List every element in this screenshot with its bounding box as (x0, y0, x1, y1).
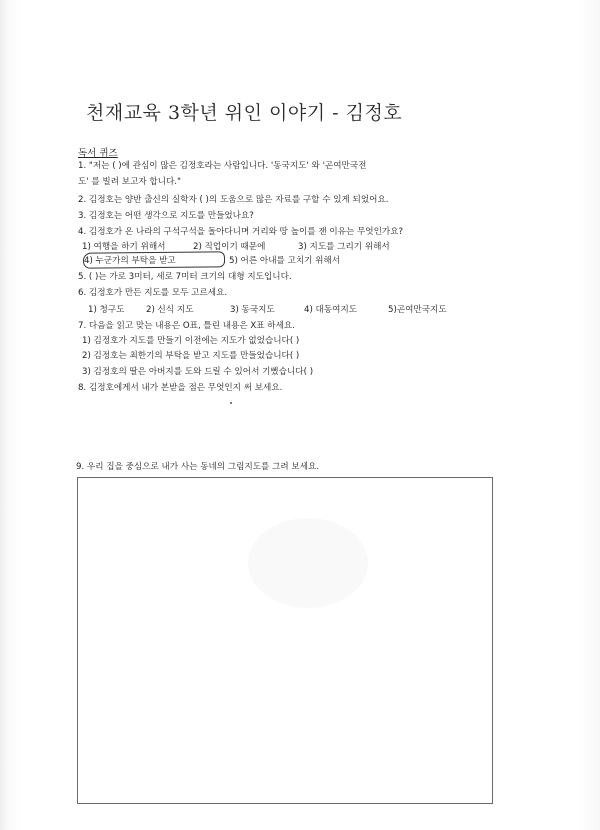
q7-item-1: 1) 김정호가 지도를 만들기 이전에는 지도가 없었습니다( ) (82, 336, 300, 346)
question-5: 5. ( )는 가로 3미터, 세로 7미터 크기의 대형 지도입니다. (78, 272, 292, 282)
question-8: 8. 김정호에게서 내가 본받을 점은 무엇인지 써 보세요. (78, 383, 283, 393)
worksheet-title: 천재교육 3학년 위인 이야기 - 김정호 (86, 102, 403, 124)
faint-scan-smudge (248, 518, 368, 608)
q6-option-4: 4) 대동여지도 (304, 305, 358, 315)
q6-option-2: 2) 신식 지도 (146, 305, 194, 315)
stray-mark (230, 402, 232, 404)
quiz-heading: 독서 퀴즈 (78, 148, 118, 159)
q4-option-2: 2) 직업이기 때문에 (193, 242, 266, 252)
question-1-line-1: 1. "저는 ( )에 관심이 많은 김정호라는 사람입니다. '동국지도' 와 '곤여만국전 (78, 161, 367, 171)
q4-option-1: 1) 여행을 하기 위해서 (82, 242, 166, 252)
q6-option-3: 3) 동국지도 (230, 305, 275, 315)
q4-option-5: 5) 어른 아내를 고치기 위해서 (229, 256, 341, 266)
q4-option-3: 3) 지도를 그리기 위해서 (298, 242, 390, 252)
q7-item-3: 3) 김정호의 딸은 아버지를 도와 드릴 수 있어서 기뻤습니다( ) (82, 367, 314, 377)
q7-item-2: 2) 김정호는 최한기의 부탁을 받고 지도를 만들었습니다( ) (82, 351, 300, 361)
q6-option-5: 5)곤여만국지도 (388, 305, 447, 315)
question-9: 9. 우리 집을 중심으로 내가 사는 동네의 그림지도를 그려 보세요. (76, 462, 320, 472)
question-4: 4. 김정호가 온 나라의 구석구석을 돌아다니며 거리와 땅 높이를 잰 이유는 무엇인가요? (78, 227, 404, 237)
question-7: 7. 다음을 읽고 맞는 내용은 O표, 틀린 내용은 X표 하세요. (78, 321, 295, 331)
question-3: 3. 김정호는 어떤 생각으로 지도를 만들었나요? (78, 211, 254, 221)
drawing-area (77, 477, 493, 804)
q4-option-4: 4) 누군가의 부탁을 받고 (84, 256, 176, 266)
question-1-line-2: 도' 를 빌려 보고자 합니다." (78, 177, 181, 187)
question-6: 6. 김정호가 만든 지도를 모두 고르세요. (78, 288, 228, 298)
question-2: 2. 김정호는 양반 출신의 실학자 ( )의 도움으로 많은 자료를 구할 수 있게 되었어요. (78, 195, 389, 205)
q6-option-1: 1) 청구도 (88, 305, 125, 315)
